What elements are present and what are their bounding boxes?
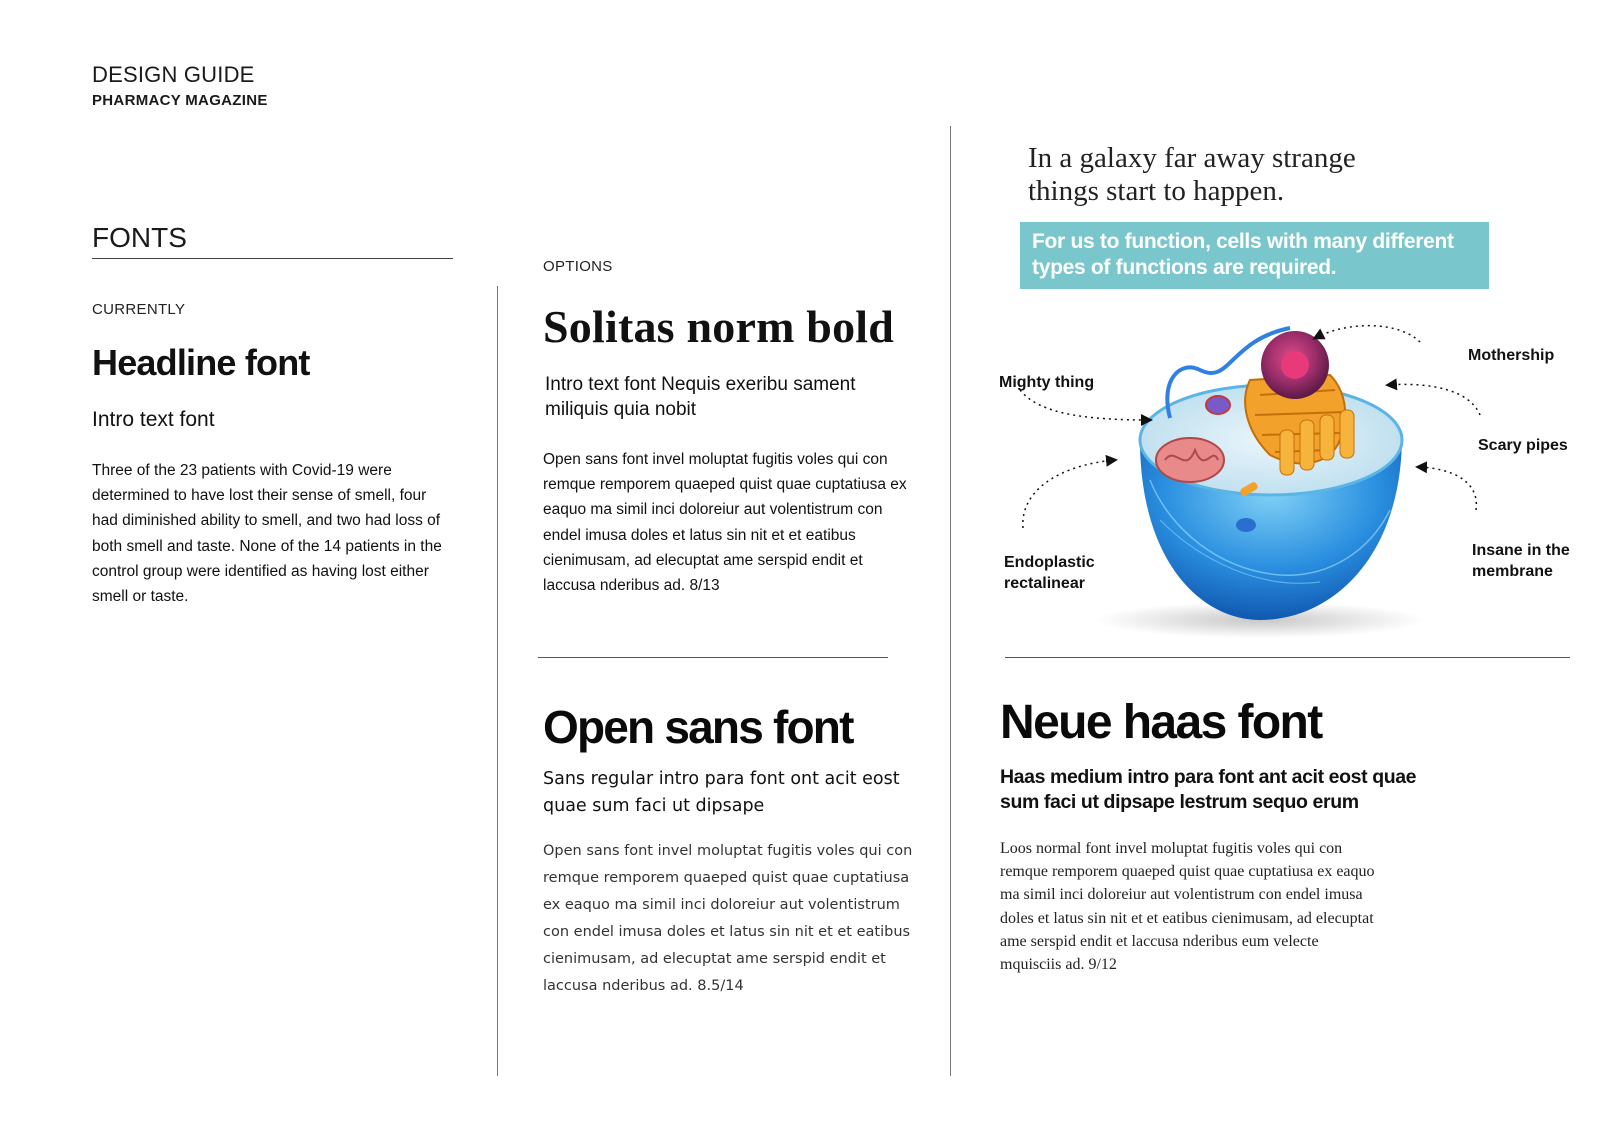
neuehaas-intro-sample: Haas medium intro para font ant acit eost quae sum faci ut dipsape lestrum sequo erum <box>1000 766 1417 813</box>
currently-label: CURRENTLY <box>92 301 186 318</box>
label-scary-pipes: Scary pipes <box>1478 437 1568 454</box>
opensans-intro-sample: Sans regular intro para font ont acit eost quae sum faci ut dipsape <box>543 769 900 816</box>
pointer-mothership <box>1315 326 1420 342</box>
guide-title: DESIGN GUIDE <box>92 62 255 87</box>
current-headline-sample: Headline font <box>92 342 310 383</box>
options-label: OPTIONS <box>543 258 613 275</box>
solitas-headline-sample: Solitas norm bold <box>543 301 895 352</box>
options-divider-right <box>1005 657 1570 658</box>
label-mothership: Mothership <box>1468 347 1555 364</box>
pointer-endoplastic <box>1023 460 1115 528</box>
label-insane-membrane: Insane in the membrane <box>1472 542 1570 580</box>
fonts-title-divider <box>92 258 453 259</box>
opensans-body-sample: Open sans font invel moluptat fugitis voles qui con remque remporem quaeped quist quae cuptatiusa ex eaquo ma simil inci doloreiur aut volentistrum con endel imusa doles et latus sin nit et et eatibus cienimusam, ad elecuptat ame serspid endit et laccusa nderibus ad. 8.5/14 <box>543 843 913 994</box>
label-mighty-thing: Mighty thing <box>999 374 1095 391</box>
current-intro-sample: Intro text font <box>92 408 215 431</box>
callout-box <box>1020 222 1489 289</box>
opensans-headline-sample: Open sans font <box>543 701 853 753</box>
solitas-intro-sample: Intro text font Nequis exeribu sament miliquis quia nobit <box>545 374 856 420</box>
current-body-sample: Three of the 23 patients with Covid-19 were determined to have lost their sense of smell, four had diminished ability to smell, and two had loss of both smell and taste. None of the 14 patients in the control group were identified as having lost either smell or taste. <box>92 462 442 606</box>
feature-headline: In a galaxy far away strange things start to happen. <box>1028 142 1356 207</box>
solitas-body-sample: Open sans font invel moluptat fugitis voles qui con remque remporem quaeped quist quae cuptatiusa ex eaquo ma simil inci doloreiur aut volentistrum con endel imusa doles et latus sin nit et et eatibus cienimusam, ad elecuptat ame serspid endit et laccusa nderibus ad. 8/13 <box>543 451 907 595</box>
neuehaas-body-sample: Loos normal font invel moluptat fugitis voles qui con remque remporem quaeped quist quae cuptatiusa ex eaquo ma simil inci doloreiur aut volentistrum con endel imusa doles et latus sin nit et et eatibus cienimusam, ad elecuptat ame serspid endit et laccusa nderibus eum velecte mquisciis ad. 9/12 <box>1000 840 1375 974</box>
options-divider-middle <box>538 657 888 658</box>
callout-text: For us to function, cells with many different types of functions are required. <box>1032 230 1454 279</box>
column-divider-right <box>950 126 951 1076</box>
column-divider-left <box>497 286 498 1076</box>
fonts-section-title: FONTS <box>92 222 187 253</box>
guide-subtitle: PHARMACY MAGAZINE <box>92 92 268 109</box>
neuehaas-headline-sample: Neue haas font <box>1000 696 1322 749</box>
pointer-insane <box>1418 467 1476 510</box>
pointer-scary <box>1388 384 1480 415</box>
pointer-mighty <box>1020 390 1150 420</box>
label-endoplastic: Endoplastic rectalinear <box>1004 554 1095 592</box>
